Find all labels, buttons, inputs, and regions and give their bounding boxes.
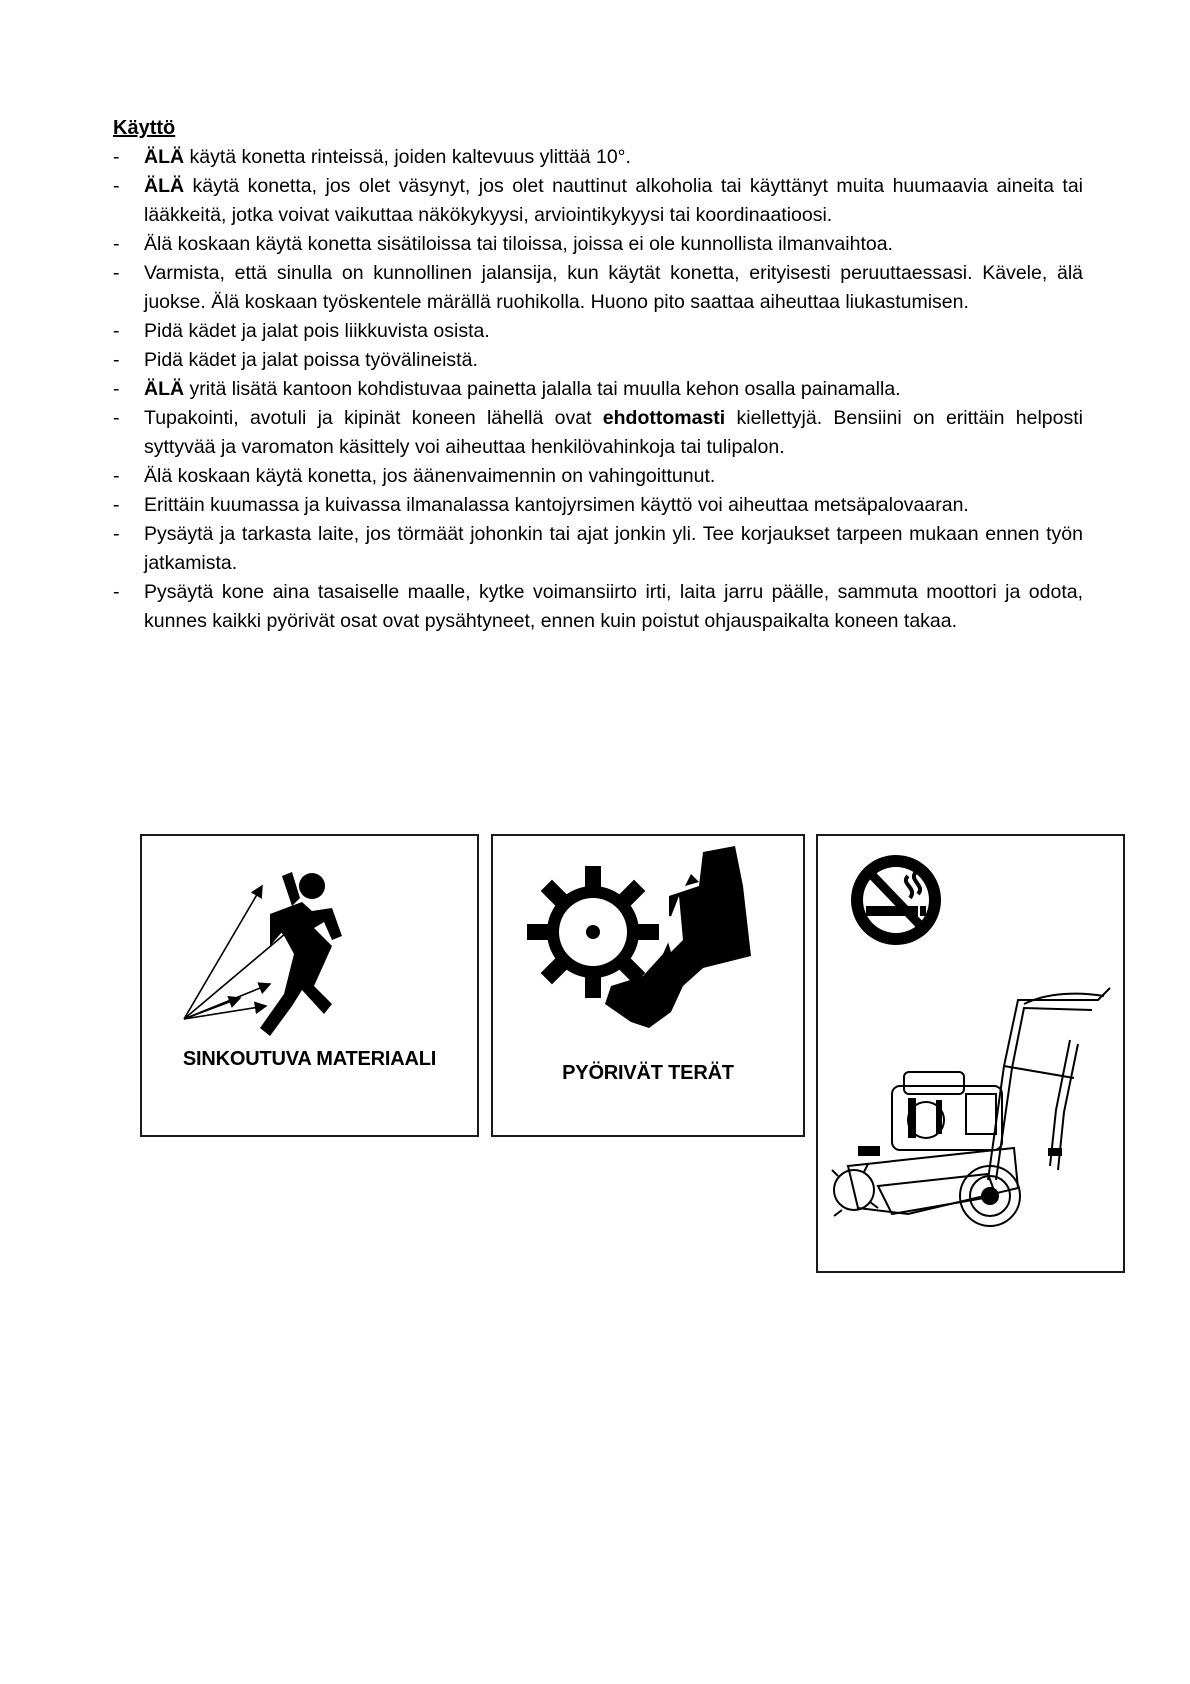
- rule-bullet: -: [113, 523, 120, 545]
- rule-item: [113, 578, 1083, 636]
- rule-text: Pidä kädet ja jalat poissa työvälineistä.: [144, 349, 478, 371]
- rule-text: Tupakointi, avotuli ja kipinät koneen lähellä ovat: [144, 407, 603, 429]
- rule-item: [113, 317, 1083, 346]
- rule-bullet: -: [113, 581, 120, 603]
- rule-item: [113, 230, 1083, 259]
- sign-rotating-blades: [491, 834, 805, 1137]
- rule-item: [113, 346, 1083, 375]
- sign-label-rotating-blades: PYÖRIVÄT TERÄT: [562, 1062, 734, 1084]
- rule-bullet: -: [113, 320, 120, 342]
- rule-text: Älä koskaan käytä konetta, jos äänenvaimennin on vahingoittunut.: [144, 465, 716, 487]
- rule-emphasis: ÄLÄ: [144, 175, 185, 197]
- rule-bullet: -: [113, 494, 120, 516]
- page-content: [113, 115, 1083, 636]
- rule-emphasis: ÄLÄ: [144, 378, 185, 400]
- section-heading: Käyttö: [113, 117, 176, 139]
- rule-text: Varmista, että sinulla on kunnollinen jalansija, kun käytät konetta, erityisesti peruuttaessasi. Kävele, älä juokse. Älä koskaan työskentele märällä ruohikolla. Huono pito saattaa aiheuttaa liukastumisen.: [144, 262, 1083, 313]
- rule-bullet: -: [113, 262, 120, 284]
- rule-text: Älä koskaan käytä konetta sisätiloissa tai tiloissa, joissa ei ole kunnollista ilmanvaihtoa.: [144, 233, 893, 255]
- no-smoking-icon: [818, 836, 1123, 956]
- rule-text: Erittäin kuumassa ja kuivassa ilmanalassa kantojyrsimen käyttö voi aiheuttaa metsäpalovaaran.: [144, 494, 969, 516]
- rule-bullet: -: [113, 349, 120, 371]
- rule-bullet: -: [113, 378, 120, 400]
- rule-text: käytä konetta rinteissä, joiden kaltevuus ylittää 10°.: [184, 146, 631, 168]
- rule-item: [113, 520, 1083, 578]
- stump-grinder-illustration: [818, 970, 1123, 1270]
- rule-item: [113, 172, 1083, 230]
- rule-text: yritä lisätä kantoon kohdistuvaa painetta jalalla tai muulla kehon osalla painamalla.: [184, 378, 901, 400]
- rule-text: Pysäytä ja tarkasta laite, jos törmäät johonkin tai ajat jonkin yli. Tee korjaukset tarpeen mukaan ennen työn jatkamista.: [144, 523, 1083, 574]
- rule-item: [113, 404, 1083, 462]
- rule-text: Pidä kädet ja jalat pois liikkuvista osista.: [144, 320, 490, 342]
- rotating-blades-icon: [493, 836, 803, 1135]
- sign-flying-debris: [140, 834, 479, 1137]
- rules-list: [113, 143, 1083, 636]
- rule-text: käytä konetta, jos olet väsynyt, jos olet nauttinut alkoholia tai käyttänyt muita huumaavia aineita tai lääkkeitä, jotka voivat vaikuttaa näkökykyysi, arviointikykyysi tai koordinaatioosi.: [144, 175, 1083, 226]
- rule-item: [113, 462, 1083, 491]
- flying-debris-icon: [142, 836, 477, 1135]
- rule-item: [113, 143, 1083, 172]
- rule-item: [113, 259, 1083, 317]
- sign-label-flying-debris: SINKOUTUVA MATERIAALI: [182, 1048, 437, 1070]
- rule-text: kiellettyjä. Bensiini on erittäin helposti syttyvää ja varomaton käsittely voi aiheuttaa henkilövahinkoja tai tulipalon.: [144, 407, 1083, 458]
- rule-bullet: -: [113, 233, 120, 255]
- rule-item: [113, 491, 1083, 520]
- rule-item: [113, 375, 1083, 404]
- rule-bullet: -: [113, 465, 120, 487]
- rule-emphasis: ehdottomasti: [602, 407, 726, 429]
- rule-bullet: -: [113, 407, 120, 429]
- rule-text: Pysäytä kone aina tasaiselle maalle, kytke voimansiirto irti, laita jarru päälle, sammuta moottori ja odota, kunnes kaikki pyörivät osat ovat pysähtyneet, ennen kuin poistut ohjauspaikalta koneen takaa.: [144, 581, 1083, 632]
- sign-no-smoking: [816, 834, 1125, 1273]
- rule-bullet: -: [113, 146, 120, 168]
- rule-bullet: -: [113, 175, 120, 197]
- rule-emphasis: ÄLÄ: [144, 146, 185, 168]
